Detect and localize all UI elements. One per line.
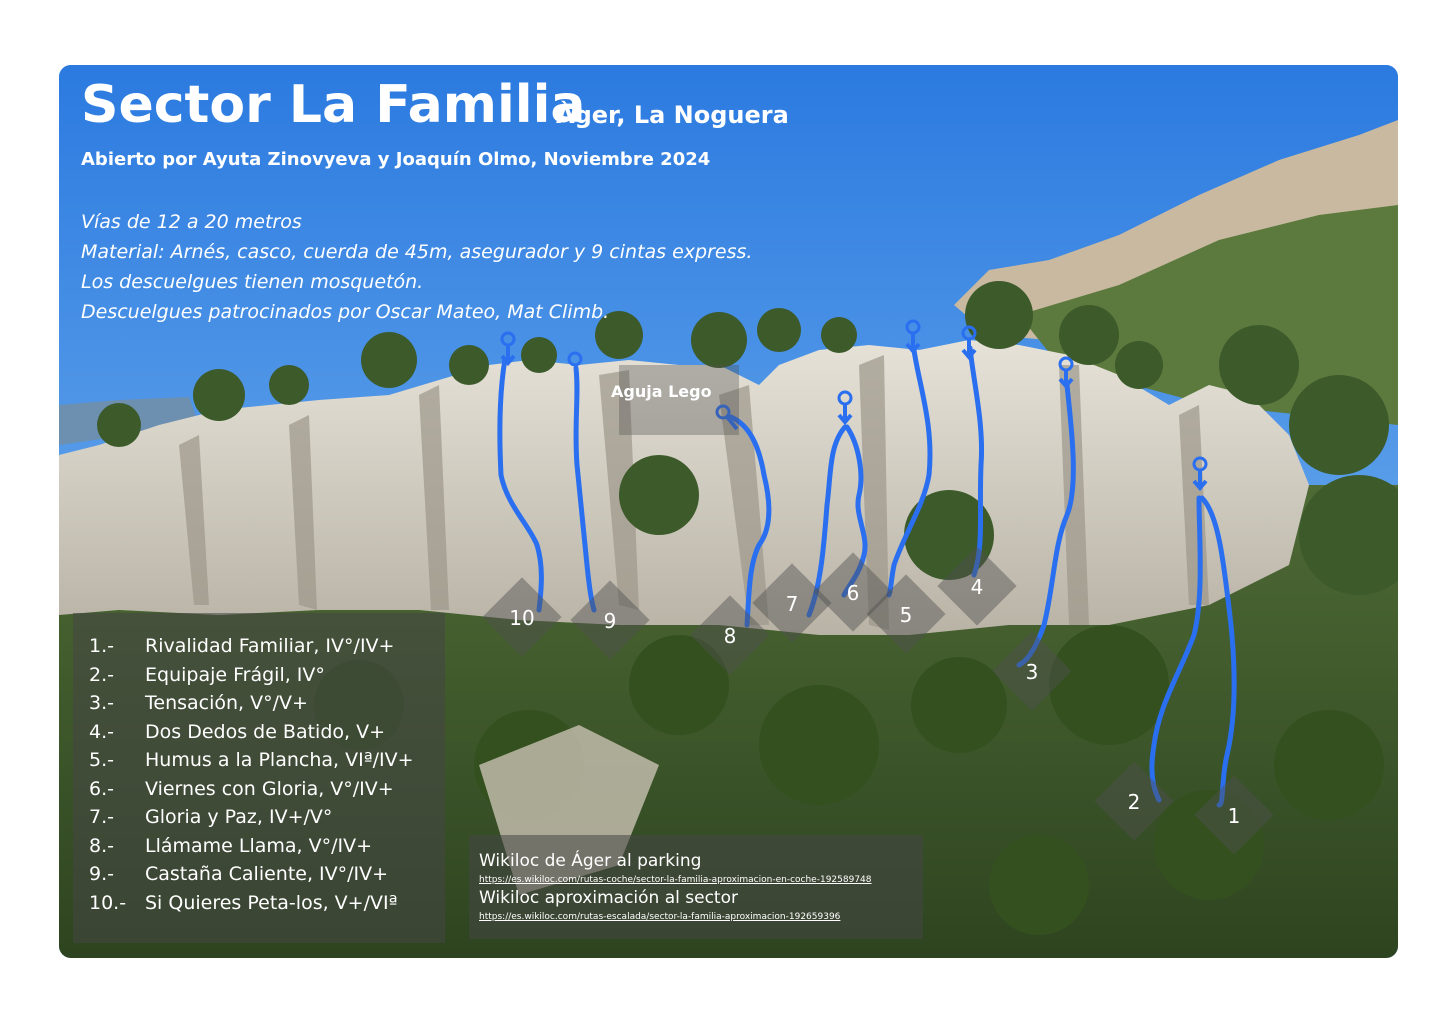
legend-route-name: Castaña Caliente, IV°/IV+ <box>145 863 389 885</box>
route-marker-3: 3 <box>1025 660 1039 684</box>
legend-number: 6.- <box>89 778 114 800</box>
legend-number: 7.- <box>89 806 114 828</box>
legend-route-name: Viernes con Gloria, V°/IV+ <box>145 778 394 800</box>
topo-map-card <box>59 65 1398 958</box>
legend-route-name: Equipaje Frágil, IV° <box>145 664 325 686</box>
legend-number: 5.- <box>89 749 114 771</box>
info-lowers: Los descuelgues tienen mosquetón. <box>81 271 424 293</box>
route-marker-7: 7 <box>785 592 799 616</box>
link-label-parking: Wikiloc de Áger al parking <box>479 851 702 871</box>
info-material: Material: Arnés, casco, cuerda de 45m, asegurador y 9 cintas express. <box>81 241 753 263</box>
legend-route-name: Tensación, V°/V+ <box>145 692 308 714</box>
route-marker-5: 5 <box>899 603 913 627</box>
legend-route-name: Rivalidad Familiar, IV°/IV+ <box>145 635 395 657</box>
legend-number: 9.- <box>89 863 114 885</box>
route-marker-8: 8 <box>723 624 737 648</box>
link-approach[interactable]: https://es.wikiloc.com/rutas-escalada/sector-la-familia-aproximacion-192659396 <box>479 912 841 922</box>
legend-route-name: Dos Dedos de Batido, V+ <box>145 721 386 743</box>
route-marker-9: 9 <box>603 609 617 633</box>
legend-number: 2.- <box>89 664 114 686</box>
route-legend <box>73 613 445 943</box>
link-parking[interactable]: https://es.wikiloc.com/rutas-coche/sector-la-familia-aproximacion-en-coche-192589748 <box>479 875 872 885</box>
legend-number: 10.- <box>89 892 127 914</box>
route-marker-2: 2 <box>1127 790 1141 814</box>
legend-route-name: Gloria y Paz, IV+/V° <box>145 806 333 828</box>
feature-label-aguja-lego: Aguja Lego <box>611 382 712 401</box>
legend-number: 8.- <box>89 835 114 857</box>
info-sponsor: Descuelgues patrocinados por Oscar Mateo, Mat Climb. <box>81 301 610 323</box>
legend-route-name: Humus a la Plancha, VIª/IV+ <box>145 749 414 771</box>
route-marker-6: 6 <box>846 581 860 605</box>
page-title: Sector La Familia <box>81 75 586 135</box>
location-subtitle: Àger, La Noguera <box>556 101 789 129</box>
legend-number: 3.- <box>89 692 114 714</box>
route-marker-10: 10 <box>509 606 535 630</box>
link-label-approach: Wikiloc aproximación al sector <box>479 888 738 908</box>
legend-route-name: Si Quieres Peta-los, V+/VIª <box>145 892 398 914</box>
authors-line: Abierto por Ayuta Zinovyeva y Joaquín Olmo, Noviembre 2024 <box>81 149 711 170</box>
legend-route-name: Llámame Llama, V°/IV+ <box>145 835 373 857</box>
links-panel <box>469 835 923 939</box>
route-marker-1: 1 <box>1227 804 1241 828</box>
route-marker-4: 4 <box>970 575 984 599</box>
legend-number: 1.- <box>89 635 114 657</box>
info-length: Vías de 12 a 20 metros <box>81 211 302 233</box>
info-block <box>81 207 752 327</box>
legend-number: 4.- <box>89 721 114 743</box>
